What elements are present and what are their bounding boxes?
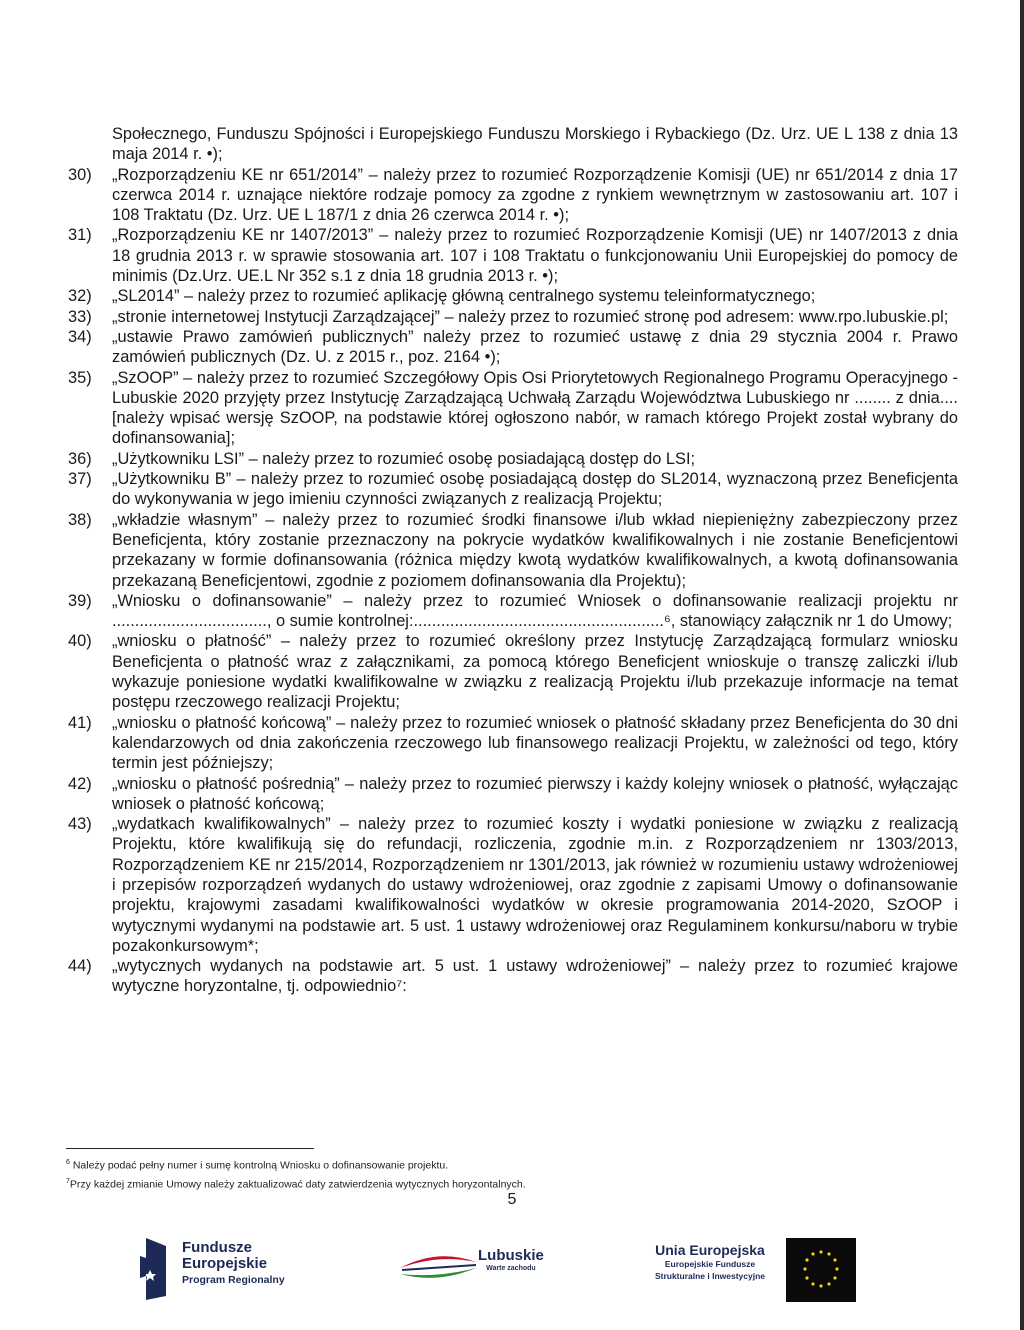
definition-text: „SL2014” – należy przez to rozumieć aplikację główną centralnego systemu teleinformatycznego; xyxy=(112,287,816,306)
definition-number: 40) xyxy=(68,632,92,651)
definition-number: 31) xyxy=(68,226,92,245)
document-body xyxy=(68,124,958,997)
scan-edge xyxy=(1020,0,1024,1330)
definitions-list xyxy=(68,165,958,997)
definition-text: „wkładzie własnym” – należy przez to rozumieć środki finansowe i/lub wkład niepieniężny zabezpieczony przez Beneficjenta, który zostanie przeznaczony na pokrycie wydatków kwalifikowalnych i nie zostanie Beneficjentowi przekazany w formie dofinansowania (różnica między kwotą wydatków kwalifikowalnych, a kwotą dofinansowania przekazaną Beneficjentowi, zgodnie z poziomem dofinansowania dla Projektu); xyxy=(112,510,958,590)
definition-text: „SzOOP” – należy przez to rozumieć Szczegółowy Opis Osi Priorytetowych Regionalnego Programu Operacyjnego - Lubuskie 2020 przyjęty przez Instytucję Zarządzającą Uchwałą Zarządu Województwa Lubuskiego nr ........ z dnia.... [należy wpisać wersję SzOOP, na podstawie której ogłoszono nabór, w ramach którego Projekt został wybrany do dofinansowania]; xyxy=(112,368,958,448)
definition-text: „ustawie Prawo zamówień publicznych” należy przez to rozumieć ustawę z dnia 29 stycznia 2004 r. Prawo zamówień publicznych (Dz. U. z 2015 r., poz. 2164 •); xyxy=(112,327,958,367)
definition-number: 35) xyxy=(68,368,92,387)
definition-item xyxy=(68,713,958,774)
definition-text: „Użytkowniku B” – należy przez to rozumieć osobę posiadającą dostęp do SL2014, wyznaczoną przez Beneficjenta do wykonywania w jego imieniu czynności związanych z realizacją Projektu; xyxy=(112,470,958,509)
definition-item xyxy=(68,368,958,449)
definition-item xyxy=(68,327,958,368)
footnote-7: $^7$Przy każdej zmianie Umowy należy zaktualizować daty zatwierdzenia wytycznych horyzontalnych. xyxy=(66,1177,526,1190)
definition-item xyxy=(68,449,958,469)
definition-number: 43) xyxy=(68,815,92,834)
fe-star-icon xyxy=(138,1236,168,1302)
footnote-divider xyxy=(66,1148,314,1149)
definition-number: 42) xyxy=(68,774,92,793)
page-number: 5 xyxy=(507,1191,517,1208)
definition-number: 36) xyxy=(68,449,92,468)
definition-text: „wydatkach kwalifikowalnych” – należy przez to rozumieć koszty i wydatki poniesione w związku z realizacją Projektu, które kwalifikują się do refundacji, rozliczenia, zgodnie m.in. z Rozporządzeniem nr 1303/2013, Rozporządzeniem KE nr 215/2014, Rozporządzeniem nr 1301/2013, jak również w rozumieniu ustawy wdrożeniowej i przepisów rozporządzeń wydanych do ustawy wdrożeniowej, oraz zgodnie z zapisami Umowy o dofinansowanie projektu, krajowymi zasadami kwalifikowalności wydatków w okresie programowania 2014-2020, SzOOP i wytycznymi wydanymi na podstawie art. 5 ust. 1 ustawy wdrożeniowej oraz Regulaminem konkursu/naboru w trybie pozakonkursowym*; xyxy=(112,815,958,955)
footnote-6: $^6$ Należy podać pełny numer i sumę kontrolną Wniosku o dofinansowanie projektu. xyxy=(66,1159,449,1172)
definition-item xyxy=(68,307,958,327)
definition-number: 32) xyxy=(68,287,92,306)
definition-text: „wniosku o płatność pośrednią” – należy przez to rozumieć pierwszy i każdy kolejny wniosek o płatność, wyłączając wniosek o płatność końcową; xyxy=(112,774,958,813)
definition-text: „wniosku o płatność” – należy przez to rozumieć określony przez Instytucję Zarządzającą formularz wniosku Beneficjenta o płatność wraz z załącznikami, za pomocą którego Beneficjent wnioskuje o transzę zaliczki i/lub wykazuje poniesione wydatki kwalifikowalne w związku z realizacją Projektu i/lub przekazuje informacje na temat postępu rzeczowego realizacji Projektu; xyxy=(112,632,958,712)
lubuskie-swoosh-icon xyxy=(398,1238,478,1294)
definition-item xyxy=(68,510,958,591)
definition-number: 38) xyxy=(68,510,92,529)
definition-number: 39) xyxy=(68,591,92,610)
definition-text: „stronie internetowej Instytucji Zarządzającej” – należy przez to rozumieć stronę pod adresem: www.rpo.lubuskie.pl; xyxy=(112,307,949,326)
definition-text: „Wniosku o dofinansowanie” – należy przez to rozumieć Wniosek o dofinansowanie realizacji projektu nr .................................., o sumie kontrolnej:.......................................................⁶, stanowiący załącznik nr 1 do Umowy; xyxy=(112,591,958,631)
definition-item xyxy=(68,286,958,306)
lubuskie-logo: Lubuskie Warte zachodu xyxy=(398,1238,558,1298)
definition-number: 41) xyxy=(68,713,92,732)
definition-text: „wniosku o płatność końcową” – należy przez to rozumieć wniosek o płatność składany przez Beneficjenta do 30 dni kalendarzowych od dnia zakończenia rzeczowego lub finansowego realizacji Projektu, w zależności od tego, który termin jest późniejszy; xyxy=(112,713,958,773)
definition-text: „Użytkowniku LSI” – należy przez to rozumieć osobę posiadającą dostęp do LSI; xyxy=(112,449,696,468)
definition-item xyxy=(68,591,958,632)
definition-number: 37) xyxy=(68,470,92,489)
definition-item xyxy=(68,774,958,815)
definition-number: 33) xyxy=(68,307,92,326)
definition-text: „Rozporządzeniu KE nr 1407/2013” – należy przez to rozumieć Rozporządzenie Komisji (UE) nr 1407/2013 z dnia 18 grudnia 2013 r. w sprawie stosowania art. 107 i 108 Traktatu o funkcjonowaniu Unii Europejskiej do pomocy de minimis (Dz.Urz. UE.L Nr 352 s.1 z dnia 18 grudnia 2013 r. •); xyxy=(112,226,958,286)
definition-number: 34) xyxy=(68,327,92,346)
definition-item xyxy=(68,956,958,997)
footnotes xyxy=(66,1155,526,1192)
eu-flag-icon xyxy=(786,1238,856,1302)
unia-europejska-logo: Unia Europejska Europejskie Fundusze Strukturalne i Inwestycyjne xyxy=(640,1238,860,1308)
continued-paragraph: Społecznego, Funduszu Spójności i Europejskiego Funduszu Morskiego i Rybackiego (Dz. Urz. UE L 138 z dnia 13 maja 2014 r. •); xyxy=(112,125,958,164)
definition-text: „wytycznych wydanych na podstawie art. 5 ust. 1 ustawy wdrożeniowej” – należy przez to rozumieć krajowe wytyczne horyzontalne, tj. odpowiednio⁷: xyxy=(112,957,958,996)
footer-logos xyxy=(0,1222,1024,1322)
fundusze-europejskie-logo: Fundusze Europejskie Program Regionalny xyxy=(138,1236,298,1302)
definition-item xyxy=(68,469,958,510)
definition-item xyxy=(68,165,958,226)
definition-number: 30) xyxy=(68,165,92,184)
definition-item xyxy=(68,225,958,286)
definition-item xyxy=(68,631,958,712)
definition-item xyxy=(68,814,958,956)
definition-text: „Rozporządzeniu KE nr 651/2014” – należy przez to rozumieć Rozporządzenie Komisji (UE) nr 651/2014 z dnia 17 czerwca 2014 r. uznające niektóre rodzaje pomocy za zgodne z rynkiem wewnętrznym w zastosowaniu art. 107 i 108 Traktatu (Dz. Urz. UE L 187/1 z dnia 26 czerwca 2014 r. •); xyxy=(112,165,958,225)
definition-number: 44) xyxy=(68,957,92,976)
